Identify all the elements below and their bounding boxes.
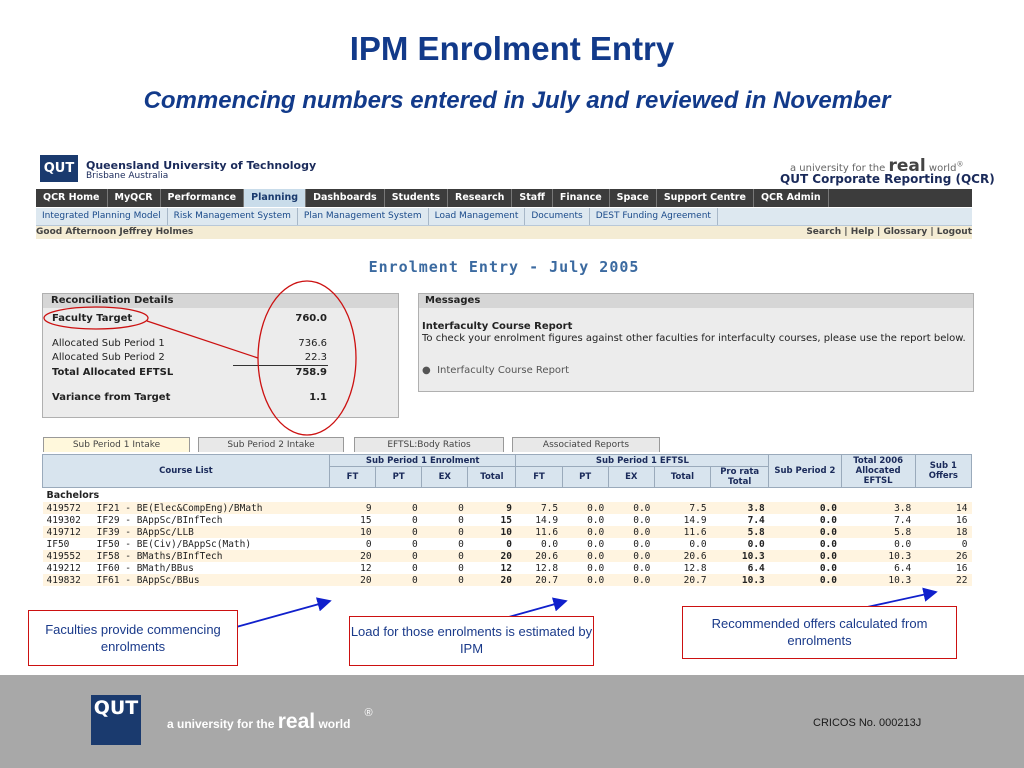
bullet-icon: ● [422, 365, 438, 376]
col-group-enrolment: Sub Period 1 Enrolment [329, 455, 516, 467]
tagline-mark: ® [956, 160, 964, 169]
nav-qcr-admin[interactable]: QCR Admin [754, 189, 829, 207]
footer-tag-post: world [318, 717, 351, 731]
eftsl-total-cell: 12.8 [654, 562, 710, 574]
sub-period-2-cell: 0.0 [769, 514, 841, 526]
total-2006-cell: 5.8 [841, 526, 915, 538]
course-name[interactable]: IF61 - BAppSc/BBus [93, 574, 330, 586]
course-code: 419212 [43, 562, 93, 574]
enrol-ex-cell[interactable]: 0 [422, 550, 468, 562]
footer-registered-mark: ® [364, 707, 373, 719]
greeting-text: Good Afternoon Jeffrey Holmes [36, 227, 194, 237]
app-title: QUT Corporate Reporting (QCR) [780, 172, 995, 186]
allocated-sp1-label: Allocated Sub Period 1 [52, 338, 165, 349]
offers-cell: 26 [915, 550, 971, 562]
top-links[interactable]: Search | Help | Glossary | Logout [806, 227, 972, 237]
col-total-2006: Total 2006 Allocated EFTSL [841, 455, 915, 488]
course-code: 419832 [43, 574, 93, 586]
col-pt: PT [376, 467, 422, 488]
nav-staff[interactable]: Staff [512, 189, 553, 207]
tagline-real: real [888, 156, 926, 176]
eftsl-pt-cell: 0.0 [562, 574, 608, 586]
interfaculty-report-link-text[interactable]: Interfaculty Course Report [437, 365, 570, 376]
enrol-pt-cell[interactable]: 0 [376, 514, 422, 526]
pro-rata-cell: 6.4 [711, 562, 769, 574]
enrol-total-cell: 20 [468, 550, 516, 562]
enrol-pt-cell[interactable]: 0 [376, 574, 422, 586]
offers-cell: 14 [915, 502, 971, 514]
nav-students[interactable]: Students [385, 189, 448, 207]
col-eftsl-pt: PT [562, 467, 608, 488]
sub-period-2-cell: 0.0 [769, 526, 841, 538]
col-sub-period-2: Sub Period 2 [769, 455, 841, 488]
eftsl-total-cell: 11.6 [654, 526, 710, 538]
offers-cell: 18 [915, 526, 971, 538]
eftsl-ex-cell: 0.0 [608, 538, 654, 550]
message-text: To check your enrolment figures against other faculties for interfaculty courses, please use the report below. [422, 333, 966, 344]
eftsl-ft-cell: 7.5 [516, 502, 562, 514]
enrol-ft-cell[interactable]: 20 [329, 550, 375, 562]
eftsl-total-cell: 20.7 [654, 574, 710, 586]
nav-dashboards[interactable]: Dashboards [306, 189, 385, 207]
eftsl-total-cell: 0.0 [654, 538, 710, 550]
pro-rata-cell: 0.0 [711, 538, 769, 550]
col-total: Total [468, 467, 516, 488]
enrol-ex-cell[interactable]: 0 [422, 526, 468, 538]
enrol-ft-cell[interactable]: 20 [329, 574, 375, 586]
enrol-total-cell: 20 [468, 574, 516, 586]
nav-performance[interactable]: Performance [161, 189, 245, 207]
eftsl-ft-cell: 11.6 [516, 526, 562, 538]
messages-title: Messages [419, 294, 973, 308]
slide-subtitle: Commencing numbers entered in July and reviewed in November [143, 87, 891, 114]
callout-recommended: Recommended offers calculated from enrolments [682, 606, 957, 659]
highlight-connector [147, 321, 258, 358]
col-group-eftsl: Sub Period 1 EFTSL [516, 455, 769, 467]
eftsl-ex-cell: 0.0 [608, 562, 654, 574]
offers-cell: 16 [915, 562, 971, 574]
sub-period-2-cell: 0.0 [769, 574, 841, 586]
eftsl-pt-cell: 0.0 [562, 526, 608, 538]
tagline-pre: a university for the [790, 163, 886, 174]
nav-support-centre[interactable]: Support Centre [657, 189, 754, 207]
eftsl-total-cell: 20.6 [654, 550, 710, 562]
footer-tag-real: real [277, 710, 316, 733]
qut-footer-logo: QUT [91, 695, 141, 745]
pro-rata-cell: 10.3 [711, 550, 769, 562]
enrol-ft-cell[interactable]: 9 [329, 502, 375, 514]
eftsl-ft-cell: 14.9 [516, 514, 562, 526]
sub-period-2-cell: 0.0 [769, 502, 841, 514]
variance-value: 1.1 [309, 392, 327, 403]
enrol-ex-cell[interactable]: 0 [422, 502, 468, 514]
enrol-total-cell: 0 [468, 538, 516, 550]
pro-rata-cell: 7.4 [711, 514, 769, 526]
enrol-ft-cell[interactable]: 10 [329, 526, 375, 538]
qut-logo[interactable]: QUT [40, 155, 78, 182]
enrol-pt-cell[interactable]: 0 [376, 502, 422, 514]
col-eftsl-ft: FT [516, 467, 562, 488]
cricos-number: CRICOS No. 000213J [813, 717, 922, 729]
tab-sub-period-2-intake[interactable]: Sub Period 2 Intake [198, 437, 344, 452]
eftsl-ft-cell: 20.7 [516, 574, 562, 586]
enrol-ex-cell[interactable]: 0 [422, 538, 468, 550]
faculty-target-label: Faculty Target [52, 313, 133, 324]
course-code: 419302 [43, 514, 93, 526]
eftsl-ex-cell: 0.0 [608, 574, 654, 586]
enrol-total-cell: 15 [468, 514, 516, 526]
enrol-pt-cell[interactable]: 0 [376, 550, 422, 562]
course-name[interactable]: IF60 - BMath/BBus [93, 562, 330, 574]
course-name[interactable]: IF39 - BAppSc/LLB [93, 526, 330, 538]
offers-cell: 22 [915, 574, 971, 586]
enrol-pt-cell[interactable]: 0 [376, 562, 422, 574]
eftsl-ft-cell: 20.6 [516, 550, 562, 562]
eftsl-pt-cell: 0.0 [562, 514, 608, 526]
offers-cell: 0 [915, 538, 971, 550]
col-pro-rata-total: Pro rata Total [711, 467, 769, 488]
course-code: 419552 [43, 550, 93, 562]
callout-load: Load for those enrolments is estimated by IPM [349, 616, 594, 666]
university-location: Brisbane Australia [86, 171, 169, 181]
nav-qcr-home[interactable]: QCR Home [36, 189, 108, 207]
col-ft: FT [329, 467, 375, 488]
values-highlight [258, 281, 356, 435]
total-2006-cell: 3.8 [841, 502, 915, 514]
subnav-integrated-planning-model[interactable]: Integrated Planning Model [36, 208, 168, 225]
allocated-sp1-value: 736.6 [298, 338, 327, 349]
enrol-ft-cell[interactable]: 0 [329, 538, 375, 550]
enrol-ex-cell[interactable]: 0 [422, 562, 468, 574]
eftsl-ex-cell: 0.0 [608, 526, 654, 538]
course-name[interactable]: IF21 - BE(Elec&CompEng)/BMath [93, 502, 330, 514]
eftsl-pt-cell: 0.0 [562, 538, 608, 550]
page-heading: Enrolment Entry - July 2005 [368, 258, 640, 276]
pro-rata-cell: 10.3 [711, 574, 769, 586]
sub-period-2-cell: 0.0 [769, 550, 841, 562]
subnav-load-management[interactable]: Load Management [429, 208, 526, 225]
callout-faculties: Faculties provide commencing enrolments [28, 610, 238, 666]
eftsl-ex-cell: 0.0 [608, 550, 654, 562]
variance-label: Variance from Target [52, 392, 171, 403]
pro-rata-cell: 5.8 [711, 526, 769, 538]
enrol-total-cell: 12 [468, 562, 516, 574]
section-bachelors: Bachelors [43, 488, 972, 503]
col-sub1-offers: Sub 1 Offers [915, 455, 971, 488]
total-allocated-label: Total Allocated EFTSL [52, 367, 174, 378]
eftsl-ft-cell: 12.8 [516, 562, 562, 574]
nav-finance[interactable]: Finance [553, 189, 610, 207]
course-code: 419712 [43, 526, 93, 538]
course-code: IF50 [43, 538, 93, 550]
message-report-title: Interfaculty Course Report [422, 321, 573, 332]
eftsl-total-cell: 7.5 [654, 502, 710, 514]
total-2006-cell: 10.3 [841, 574, 915, 586]
total-2006-cell: 0.0 [841, 538, 915, 550]
offers-cell: 16 [915, 514, 971, 526]
nav-myqcr[interactable]: MyQCR [108, 189, 161, 207]
course-name[interactable]: IF29 - BAppSc/BInfTech [93, 514, 330, 526]
enrol-pt-cell[interactable]: 0 [376, 526, 422, 538]
course-name[interactable]: IF58 - BMaths/BInfTech [93, 550, 330, 562]
tab-sub-period-1-intake[interactable]: Sub Period 1 Intake [43, 437, 190, 452]
subnav-dest-funding-agreement[interactable]: DEST Funding Agreement [590, 208, 718, 225]
tagline-post: world [928, 163, 957, 174]
subnav-risk-management-system[interactable]: Risk Management System [168, 208, 298, 225]
enrol-total-cell: 10 [468, 526, 516, 538]
eftsl-pt-cell: 0.0 [562, 562, 608, 574]
eftsl-total-cell: 14.9 [654, 514, 710, 526]
col-ex: EX [422, 467, 468, 488]
eftsl-pt-cell: 0.0 [562, 550, 608, 562]
sub-period-2-cell: 0.0 [769, 562, 841, 574]
subnav-documents[interactable]: Documents [525, 208, 589, 225]
nav-research[interactable]: Research [448, 189, 512, 207]
reconciliation-title: Reconciliation Details [43, 294, 398, 308]
tab-eftsl-body-ratios[interactable]: EFTSL:Body Ratios [354, 437, 504, 452]
faculty-target-value: 760.0 [295, 313, 327, 324]
col-eftsl-total: Total [654, 467, 710, 488]
enrol-ex-cell[interactable]: 0 [422, 574, 468, 586]
course-name[interactable]: IF50 - BE(Civ)/BAppSc(Math) [93, 538, 330, 550]
university-name: Queensland University of Technology [86, 159, 317, 172]
eftsl-ex-cell: 0.0 [608, 502, 654, 514]
footer-tagline [167, 707, 373, 734]
eftsl-pt-cell: 0.0 [562, 502, 608, 514]
col-eftsl-ex: EX [608, 467, 654, 488]
pro-rata-cell: 3.8 [711, 502, 769, 514]
nav-planning[interactable]: Planning [244, 189, 306, 207]
enrol-total-cell: 9 [468, 502, 516, 514]
col-course-list: Course List [43, 455, 330, 488]
enrol-ft-cell[interactable]: 12 [329, 562, 375, 574]
tab-associated-reports[interactable]: Associated Reports [512, 437, 660, 452]
enrol-ft-cell[interactable]: 15 [329, 514, 375, 526]
enrol-ex-cell[interactable]: 0 [422, 514, 468, 526]
footer-tag-pre: a university for the [167, 717, 275, 731]
eftsl-ft-cell: 0.0 [516, 538, 562, 550]
allocated-sp2-value: 22.3 [304, 352, 327, 363]
allocated-sp2-label: Allocated Sub Period 2 [52, 352, 165, 363]
course-code: 419572 [43, 502, 93, 514]
total-2006-cell: 10.3 [841, 550, 915, 562]
eftsl-ex-cell: 0.0 [608, 514, 654, 526]
faculty-target-highlight [44, 307, 148, 329]
subnav-plan-management-system[interactable]: Plan Management System [298, 208, 429, 225]
total-allocated-value: 758.9 [295, 367, 327, 378]
sub-period-2-cell: 0.0 [769, 538, 841, 550]
nav-space[interactable]: Space [610, 189, 657, 207]
total-2006-cell: 6.4 [841, 562, 915, 574]
total-2006-cell: 7.4 [841, 514, 915, 526]
enrol-pt-cell[interactable]: 0 [376, 538, 422, 550]
slide-title: IPM Enrolment Entry [349, 30, 675, 67]
